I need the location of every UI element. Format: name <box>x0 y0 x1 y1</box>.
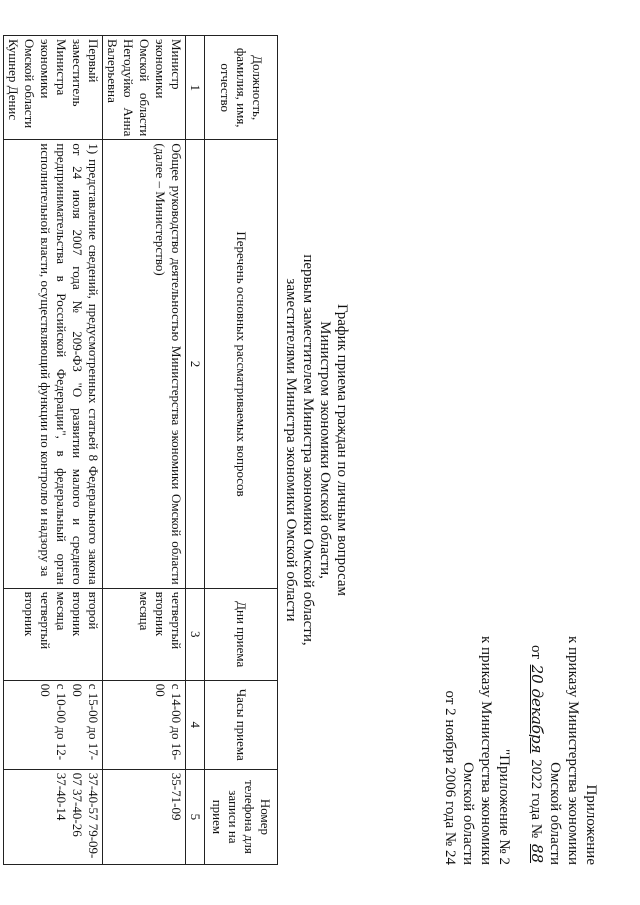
column-header-person: Должность, фамилия, имя, отчество <box>205 36 278 140</box>
hours-cell: с 14-00 до 16-00 <box>103 680 186 769</box>
region-name-2: Омской области <box>460 762 476 865</box>
column-number: 1 <box>186 36 205 140</box>
days-value: второй вторник месяца <box>54 591 101 637</box>
issues-cell: 1) представление сведений, предусмотренных статьей 8 Федерального закона от 24 июля 2007 года № 209-ФЗ "О развитии малого и среднего предпринимательства в Российской Федерации", в федеральный орган исполнительной власти, осуществляющий функции по контролю и надзору за <box>4 140 103 588</box>
order-appendix-header <box>441 636 600 865</box>
phone-cell <box>4 769 103 864</box>
column-header-hours: Часы приема <box>205 680 278 769</box>
phone-value: 37-40-57 79-09-07 37-40-26 <box>70 772 101 859</box>
handwritten-date: 20 декабря <box>528 664 546 754</box>
handwritten-order-number: 88 <box>528 843 546 863</box>
title-line-3: первым заместителем Министра экономики Омской области, <box>300 254 316 646</box>
hours-cell <box>4 680 103 769</box>
appendix-label: Приложение <box>583 784 599 865</box>
column-number: 5 <box>186 769 205 864</box>
phone-cell: 35-71-09 <box>103 769 186 864</box>
column-number-row <box>186 36 205 865</box>
person-cell: Первый заместитель Министра экономики Омской области Кушнер Денис <box>4 36 103 140</box>
rotated-document-page <box>6 35 600 865</box>
title-line-1: График приема граждан по личным вопросам <box>334 304 350 596</box>
issues-cell: Общее руководство деятельностью Министерства экономики Омской области (далее – Министерство) <box>103 140 186 588</box>
column-number: 2 <box>186 140 205 588</box>
original-order-date: от 2 ноября 2006 года № 24 <box>442 690 458 865</box>
column-header-days: Дни приема <box>205 588 278 680</box>
hours-value-2: с 10-00 до 12-00 <box>38 683 69 761</box>
phone-value-2: 37-40-14 <box>54 772 69 821</box>
appendix-2-label: "Приложение № 2 <box>496 749 512 865</box>
column-number: 3 <box>186 588 205 680</box>
person-cell: Министр экономики Омской области Негодуйко Анна Валерьевна <box>103 36 186 140</box>
date-suffix: 2022 года № <box>528 759 544 839</box>
column-header-phone: Номер телефона для записи на прием <box>205 769 278 864</box>
title-line-4: заместителями Министра экономики Омской области <box>283 278 299 622</box>
date-prefix: от <box>528 645 544 659</box>
table-row <box>4 36 103 865</box>
title-line-2: Министром экономики Омской области, <box>317 321 333 579</box>
table-header-row <box>205 36 278 865</box>
table-row <box>103 36 186 865</box>
hours-value: с 15-00 до 17-00 <box>70 683 101 761</box>
days-cell <box>4 588 103 680</box>
document-title <box>282 35 350 865</box>
region-name: Омской области <box>547 762 563 865</box>
days-value-2: четвертый вторник <box>22 591 53 650</box>
order-reference-2: к приказу Министерства экономики <box>478 635 494 865</box>
order-date-line <box>527 636 546 865</box>
reception-schedule-table <box>3 35 278 865</box>
days-cell: четвертый вторник месяца <box>103 588 186 680</box>
column-number: 4 <box>186 680 205 769</box>
order-reference: к приказу Министерства экономики <box>565 635 581 865</box>
column-header-issues: Перечень основных рассматриваемых вопросов <box>205 140 278 588</box>
